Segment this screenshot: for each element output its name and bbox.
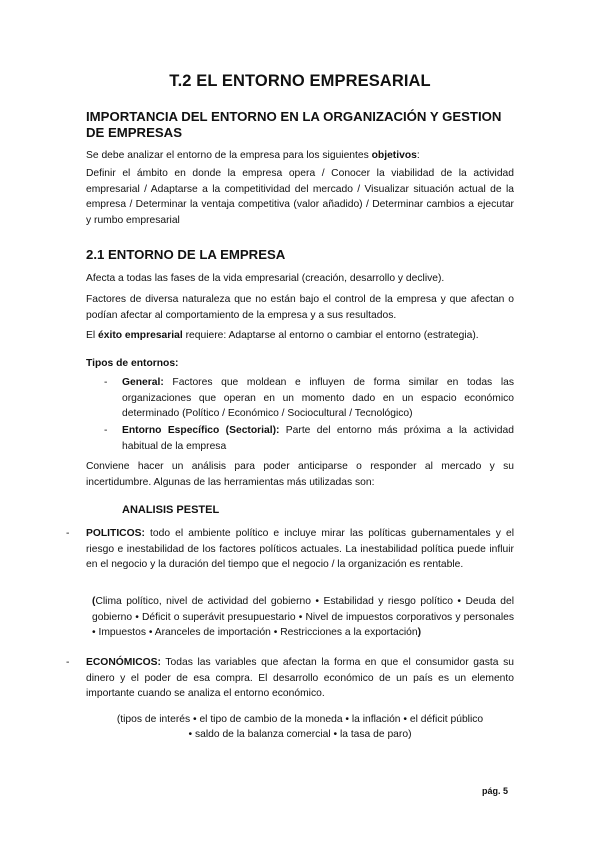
affects-paragraph: Afecta a todas las fases de la vida empresarial (creación, desarrollo y declive). [86,273,445,284]
bullet-body: Factores que moldean e influyen de forma similar en todas las organizaciones que operan en un momento dado en un espacio económico determinado (Político / Económico / Sociocultural / Tecnológico) [122,377,514,420]
objectives-paragraph: Definir el ámbito en donde la empresa opera / Conocer la viabilidad de la actividad empresarial / Adaptarse a la competitividad del mercado / Visualizar situación actual de la empresa / Determinar la ventaja competitiva (valor añadido) / Determinar cambios a ejecutar y rumbo empresarial [86,168,514,226]
bullet-text [122,375,514,422]
analysis-paragraph: Conviene hacer un análisis para poder anticiparse o responder al mercado y su incertidumbre. Algunas de las herramientas más utilizadas son: [86,461,514,488]
pestel-heading: ANALISIS PESTEL [122,504,220,516]
political-term: POLITICOS: [86,528,145,539]
political-factors-text: Clima político, nivel de actividad del gobierno • Estabilidad y riesgo político • Deuda del gobierno • Déficit o superávit presupuestario • Nivel de impuestos corporativos y personales • Impuestos • Aranceles de importación • Restricciones a la exportación [92,596,514,639]
political-section [66,526,514,573]
page-number: pág. 5 [482,786,509,796]
economic-section [66,655,514,702]
document-title: T.2 EL ENTORNO EMPRESARIAL [169,72,431,90]
section-heading-entorno: 2.1 ENTORNO DE LA EMPRESA [86,247,286,262]
success-prefix: El [86,330,99,341]
success-bold: éxito empresarial [98,330,183,341]
section-dash: - [66,528,70,539]
success-suffix: requiere: Adaptarse al entorno o cambiar el entorno (estrategia). [182,330,479,341]
intro-suffix: : [416,150,420,161]
paren-close: ) [417,627,422,639]
bullet-term: Entorno Específico (Sectorial): [122,425,280,436]
success-paragraph [86,328,514,344]
list-item-especifico [104,423,514,454]
paren-open: ( [92,596,96,607]
economic-factors-line-1: (tipos de interés • el tipo de cambio de la moneda • la inflación • el déficit público [116,714,484,725]
economic-factors-line-2: • saldo de la balanza comercial • la tasa de paro) [188,729,412,740]
bullet-body: Parte del entorno más próxima a la actividad habitual de la empresa [122,425,514,452]
economic-term: ECONÓMICOS: [86,657,161,668]
list-item-general [104,375,514,422]
bullet-dash: - [104,425,108,436]
factors-paragraph: Factores de diversa naturaleza que no están bajo el control de la empresa y que afectan o podían afectar al comportamiento de la empresa y a sus resultados. [86,294,514,321]
intro-paragraph [86,148,514,164]
bullet-text [122,423,514,454]
intro-prefix: Se debe analizar el entorno de la empresa para los siguientes [86,150,372,161]
section-heading-importancia: IMPORTANCIA DEL ENTORNO EN LA ORGANIZACIÓN Y GESTION DE EMPRESAS [86,109,502,140]
political-factors [92,594,514,641]
political-text: todo el ambiente político e incluye mirar las políticas gubernamentales y el riesgo e inestabilidad de los factores políticos actuales. La inestabilidad política puede influir en el negocio y la duración del tiempo que el negocio / la organización es rentable. [86,528,514,571]
types-heading: Tipos de entornos: [86,358,179,369]
bullet-dash: - [104,377,108,388]
intro-bold: objetivos [371,150,417,161]
bullet-term: General: [122,377,164,388]
section-dash: - [66,657,70,668]
economic-text: Todas las variables que afectan la forma en que el consumidor gasta su dinero y el poder de esa compra. El desarrollo económico de un país es un elemento importante cuando se analiza el entorno económico. [86,657,514,700]
